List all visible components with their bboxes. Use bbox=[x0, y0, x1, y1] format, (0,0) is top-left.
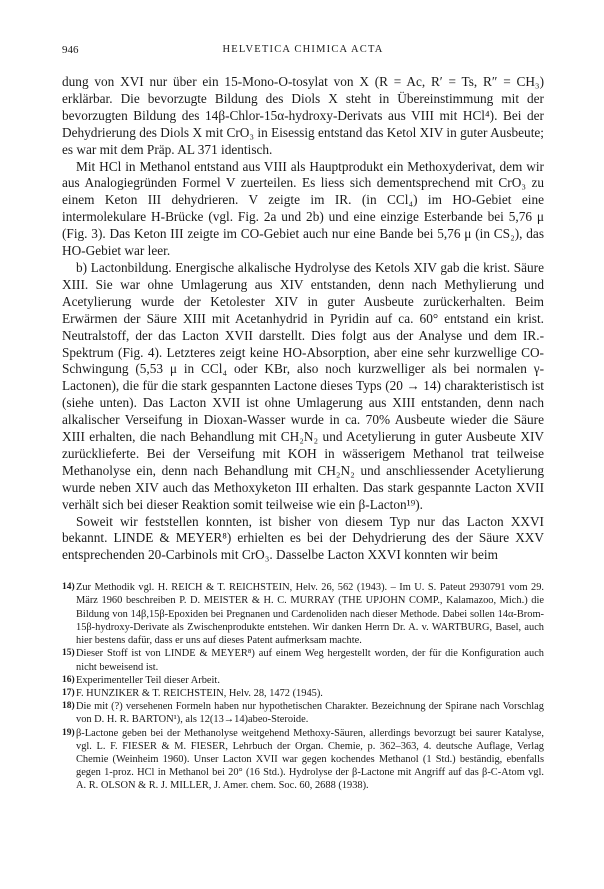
footnote bbox=[62, 727, 544, 793]
footnote bbox=[62, 647, 544, 673]
footnote-mark: 16) bbox=[62, 674, 75, 685]
footnote-text: β-Lactone geben bei der Methanolyse weitgehend Methoxy-Säuren, allerdings bevorzugt bei saurer Katalyse, vgl. L. F. FIESER & M. FIESER, Lehrbuch der Organ. Chemie, p. 362–363, 4. deutsche Auflage, Verlag Chemie (Weinheim 1960). Unser Lacton XVII war gegen kochendes Methanol (1 Std.) beständig, ebenfalls gegen 1-proz. HCl in Methanol bei 20° (16 Std.). Hydrolyse der β-Lactone mit Angriff auf das β-C-Atom vgl. A. R. OLSON & R. J. MILLER, J. Amer. chem. Soc. 60, 2688 (1938). bbox=[76, 727, 544, 792]
footnote bbox=[62, 700, 544, 726]
paragraph: Mit HCl in Methanol entstand aus VIII als Hauptprodukt ein Methoxyderivat, dem wir aus Analogiegründen Formel V zuerteilen. Es liess sich dementsprechend mit CrO₃ zu einem Keton III dehydrieren. V zeigte im IR. (in CCl₄) im HO-Gebiet eine intermolekulare H-Brücke (vgl. Fig. 2a und 2b) und eine einzige Esterbande bei 5,76 μ (Fig. 3). Das Keton III zeigte im CO-Gebiet auch nur eine Bande bei 5,76 μ (in CS₂), das HO-Gebiet war leer. bbox=[62, 158, 544, 259]
footnote-mark: 14) bbox=[62, 582, 75, 593]
paragraph: dung von XVI nur über ein 15-Mono-O-tosylat von X (R = Ac, R′ = Ts, R″ = CH₃) erklärbar. Die bevorzugte Bildung des Diols X steht in Übereinstimmung mit der bevorzugten Bildung des 14β-Chlor-15α-hydroxy-Derivats aus VIII mit HCl⁴). Bei der Dehydrierung des Diols X mit CrO₃ in Eisessig entstand das Ketol XIV in guter Ausbeute; es war mit dem Präp. AL 371 identisch. bbox=[62, 74, 544, 157]
footnote-text: Experimenteller Teil dieser Arbeit. bbox=[76, 674, 220, 686]
footnote-text: Zur Methodik vgl. H. REICH & T. REICHSTEIN, Helv. 26, 562 (1943). – Im U. S. Pateut 2930791 vom 29. März 1960 beschreiben P. D. MEISTER & H. C. MURRAY (THE UPJOHN COMP., Kalamazoo, Mich.) die Bildung von 14β,15β-Epoxiden bei Pregnanen und Cardenoliden nach dieser Methode. Dabei sollen 14α-Brom-15β-hydroxy-Derivate als Zwischenprodukte entstehen. Wir danken Herrn Dr. A. v. WARTBURG, Basel, auch hier bestens dafür, dass er uns auf dieses Patent aufmerksam machte. bbox=[76, 582, 544, 647]
footnote-mark: 19) bbox=[62, 727, 75, 738]
footnote-mark: 18) bbox=[62, 701, 75, 712]
footnote-text: F. HUNZIKER & T. REICHSTEIN, Helv. 28, 1472 (1945). bbox=[76, 687, 323, 699]
footnote-text: Die mit (?) versehenen Formeln haben nur hypothetischen Charakter. Bezeichnung der Spirane nach Vorschlag von D. H. R. BARTON¹), als 12(13→14)abeo-Steroide. bbox=[76, 701, 544, 726]
page-number: 946 bbox=[62, 44, 79, 56]
footnote bbox=[62, 581, 544, 647]
running-header bbox=[62, 44, 544, 60]
paragraph: b) Lactonbildung. Energische alkalische Hydrolyse des Ketols XIV gab die krist. Säure XIII. Sie war ohne Umlagerung aus XIV entstanden, denn nach Methylierung und Acetylierung wurde der Ketolester XIV in guter Ausbeute zurückerhalten. Beim Erwärmen der Säure XIII mit Acetanhydrid in Pyridin auf ca. 60° entstand ein krist. Neutralstoff, der das Lacton XVII darstellt. Dies folgt aus der Analyse und dem IR.-Spektrum (Fig. 4). Letzteres zeigt keine HO-Absorption, aber eine sehr kurzwellige CO-Schwingung (5,53 μ in CCl₄ oder KBr, also noch kurzwelliger als bei normalen γ-Lactonen), die für die stark gespannten Lactone dieses Typs (20 → 14) charakteristisch ist (siehe unten). Das Lacton XVII ist ohne Umlagerung aus XIII entstanden, denn nach alkalischer Verseifung in Dioxan-Wasser wurde in ca. 70% Ausbeute wieder die Säure XIII erhalten, die nach Behandlung mit CH₂N₂ und Acetylierung in guter Ausbeute XIV zurücklieferte. Bei der Verseifung mit KOH in wässerigem Methanol trat teilweise Methanolyse ein, denn nach Behandlung mit CH₂N₂ und anschliessender Acetylierung wurde neben XIV auch das Methoxyketon III erhalten. Das stark gespannte Lacton XVII verhält sich bei dieser Reaktion somit teilweise wie ein β-Lacton¹⁹). bbox=[62, 259, 544, 512]
body-text bbox=[62, 74, 544, 564]
footnote-mark: 17) bbox=[62, 687, 75, 698]
footnote bbox=[62, 687, 544, 700]
footnote bbox=[62, 674, 544, 687]
journal-title: HELVETICA CHIMICA ACTA bbox=[222, 44, 384, 55]
document-page bbox=[62, 44, 544, 793]
footnote-mark: 15) bbox=[62, 648, 75, 659]
footnote-text: Dieser Stoff ist von LINDE & MEYER⁸) auf einem Weg hergestellt worden, der für die Konfiguration auch nicht beweisend ist. bbox=[76, 648, 544, 673]
paragraph: Soweit wir feststellen konnten, ist bisher von diesem Typ nur das Lacton XXVI bekannt. LINDE & MEYER⁸) erhielten es bei der Dehydrierung des der Säure XXV entsprechenden 20-Carbinols mit CrO₃. Dasselbe Lacton XXVI konnten wir beim bbox=[62, 513, 544, 563]
footnotes bbox=[62, 581, 544, 792]
